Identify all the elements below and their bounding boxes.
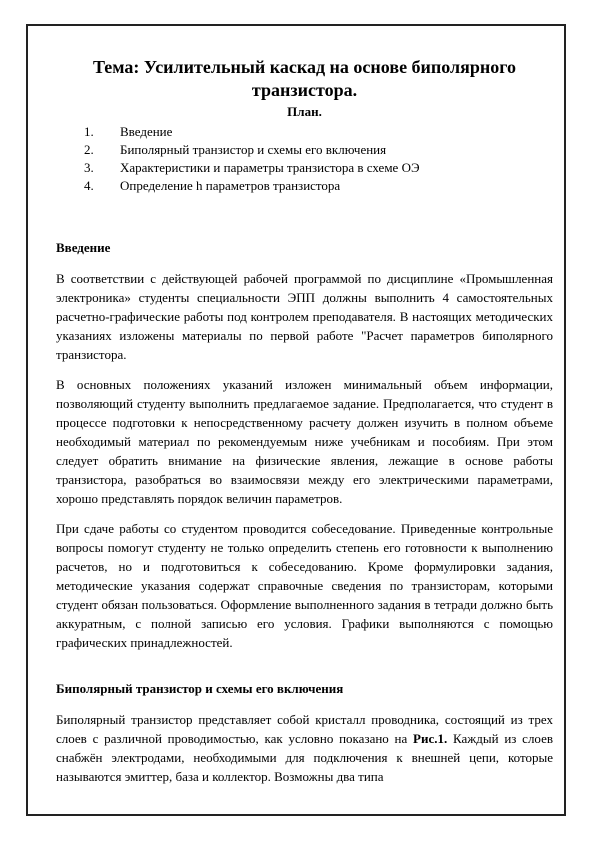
- plan-item-text: Характеристики и параметры транзистора в схеме ОЭ: [120, 160, 420, 175]
- figure-reference: Рис.1.: [413, 731, 448, 746]
- bipolar-heading: Биполярный транзистор и схемы его включения: [56, 681, 344, 696]
- intro-paragraph-3: При сдаче работы со студентом проводится собеседование. Приведенные контрольные вопросы помогут студенту не только определить степень его готовности к выполнению расчетов, но и подготовиться к собеседованию. Кроме формулировки задания, методические указания содержат справочные сведения по транзисторам, которыми студент обязан пользоваться. Оформление выполненного задания в тетради должно быть аккуратным, с полной записью его условия. Графики выполняются с помощью графических принадлежностей.: [56, 521, 553, 650]
- plan-item: [56, 177, 553, 195]
- intro-heading: Введение: [56, 240, 111, 255]
- intro-paragraph-2: В основных положениях указаний изложен минимальный объем информации, позволяющий студенту выполнить предлагаемое задание. Предполагается, что студент в процессе подготовки к непосредственному расчету должен изучить в полном объеме необходимый материал по рекомендуемым ниже учебникам и пособиям. При этом следует обратить внимание на физические явления, лежащие в основе работы транзистора, разобраться во взаимосвязи между его электрическими параметрами, хорошо представлять порядок величин параметров.: [56, 377, 553, 506]
- document-title: Тема: Усилительный каскад на основе биполярного транзистора.: [92, 57, 517, 100]
- plan-item-number: 1.: [84, 124, 94, 139]
- plan-item: [56, 123, 553, 141]
- bipolar-paragraph: [56, 710, 553, 786]
- plan-item-number: 3.: [84, 160, 94, 175]
- bipolar-text-start: Биполярный транзистор представляет собой кристалл проводника, состоящий из трех слоев с различной проводимостью, как условно показано на: [56, 712, 553, 746]
- bipolar-text-end: Каждый из слоев снабжён электродами, необходимыми для подключения к внешней цепи, которые называются эмиттер, база и коллектор. Возможны два типа: [56, 731, 553, 784]
- document-body: [56, 56, 553, 786]
- plan-item-number: 2.: [84, 142, 94, 157]
- plan-item-text: Биполярный транзистор и схемы его включения: [120, 142, 387, 157]
- plan-item: [56, 159, 553, 177]
- plan-heading: План.: [287, 104, 322, 119]
- plan-item-number: 4.: [84, 178, 94, 193]
- plan-item-text: Определение h параметров транзистора: [120, 178, 341, 193]
- plan-list: [56, 123, 553, 195]
- plan-item-text: Введение: [120, 124, 173, 139]
- plan-item: [56, 141, 553, 159]
- intro-paragraph-1: В соответствии с действующей рабочей программой по дисциплине «Промышленная электроника» студенты специальности ЭПП должны выполнить 4 самостоятельных расчетно-графические работы под контролем преподавателя. В настоящих методических указаниях изложены материалы по первой работе "Расчет параметров биполярного транзистора.: [56, 271, 553, 362]
